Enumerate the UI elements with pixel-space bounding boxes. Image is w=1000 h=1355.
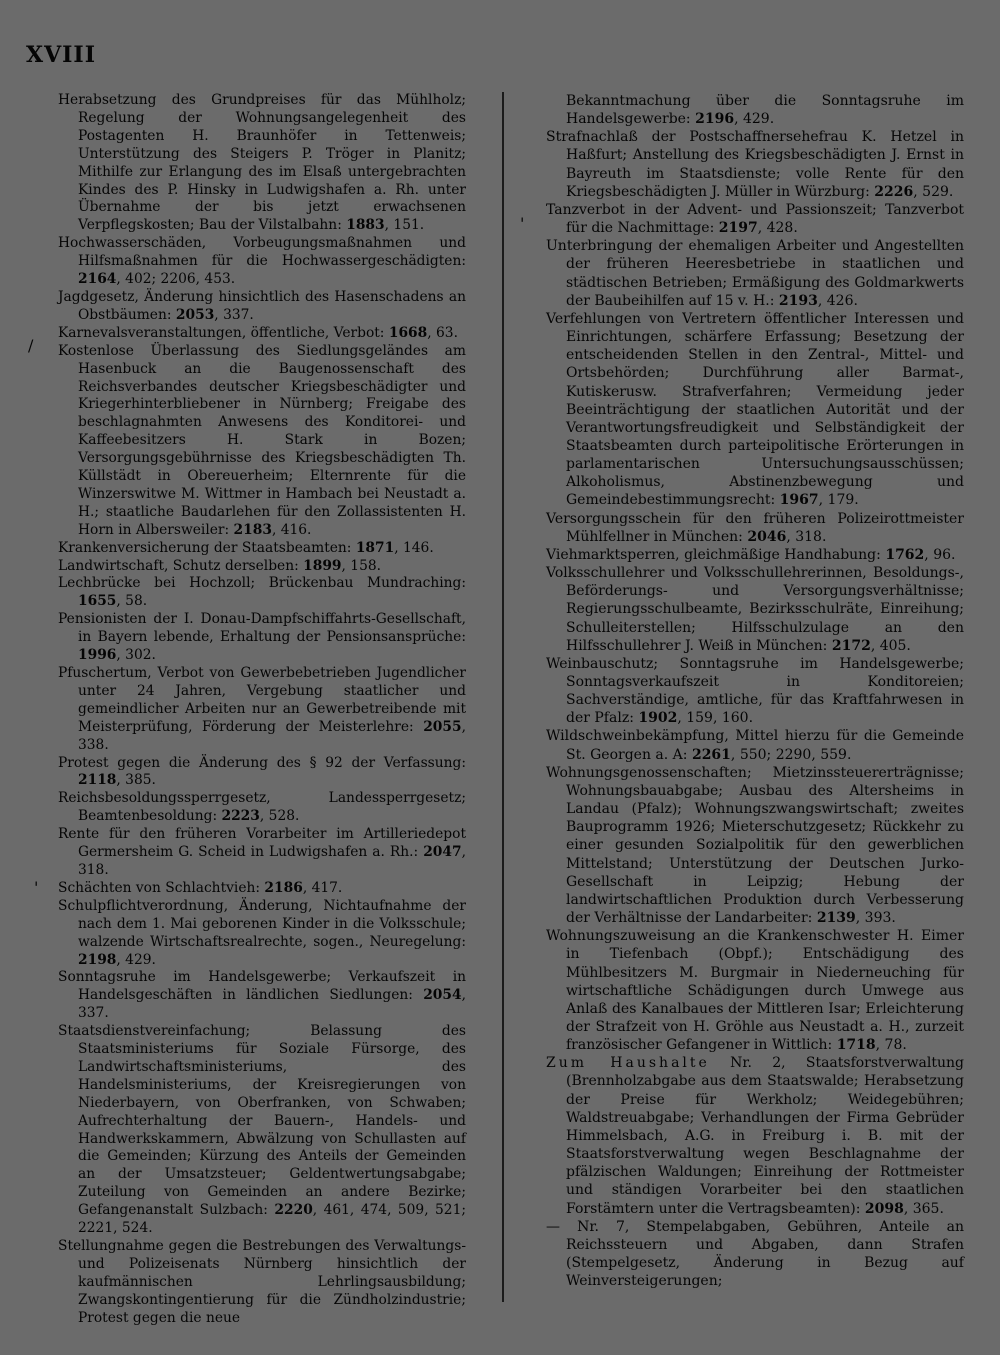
entry-page-suffix: , 461, 474, 509, 521; 2221, 524. [78, 1202, 466, 1237]
index-entry [546, 237, 964, 310]
entry-text: Landwirtschaft, Schutz derselben: [58, 557, 304, 574]
entry-page-ref: 2193 [778, 292, 818, 309]
entry-page-suffix: , 96. [924, 546, 956, 563]
entry-text: Wildschweinbekämpfung, Mittel hierzu für die Gemeinde St. Georgen a. A: [546, 728, 964, 763]
entry-page-suffix: , 405. [870, 637, 911, 654]
entry-page-ref: 2054 [423, 987, 462, 1004]
entry-text: Verfehlungen von Vertretern öffentlicher Interessen und Einrichtungen, schärfere Erfassung; Besetzung der entscheidenden Stellen in den Zentral-, Mittel- und Ortsbehörden; Durchführung aller Barmat-, Kutiskerusw. Strafverfahren; Vermeidung jeder Beeinträchtigung der staatlichen Autorität und der Verantwortungsfreudigkeit und Selbständigkeit der Staatsbeamten durch parteipolitische Erörterungen in parlamentarischen Untersuchungsausschüssen; Alkoholismus, Abstinenzbewegung und Gemeindebestimmungsrecht: [546, 310, 964, 509]
entry-page-ref: 2196 [695, 111, 735, 128]
index-entry [58, 969, 466, 1023]
entry-page-suffix: , 429. [734, 111, 775, 128]
entry-text: Stellungnahme gegen die Bestrebungen des Verwaltungs- und Polizeisenats Nürnberg hinsichtlich der kaufmännischen Lehrlingsausbildung; Zwangskontingentierung für die Zündholzindustrie; Protest gegen die neue [58, 1238, 466, 1326]
entry-text: Rente für den früheren Vorarbeiter im Artilleriedepot Germersheim G. Scheid in Ludwigshafen a. Rh.: [58, 826, 466, 861]
entry-text: Weinbauschutz; Sonntagsruhe im Handelsgewerbe; Sonntagsverkaufszeit in Konditoreien; Sachverständige, amtliche, für das Kraftfahrwesen in der Pfalz: [546, 655, 964, 727]
index-entry [58, 343, 466, 540]
entry-text: — Nr. 7, Stempelabgaben, Gebühren, Anteile an Reichssteuern und Abgaben, dann Strafen (Stempelgesetz, Änderung in Bezug auf Weinversteigerungen; [546, 1218, 964, 1290]
entry-text: Krankenversicherung der Staatsbeamten: [58, 539, 356, 556]
entry-page-suffix: , 550; 2290, 559. [730, 746, 852, 763]
entry-text: Schulpflichtverordnung, Änderung, Nichtaufnahme der nach dem 1. Mai geborenen Kinder in die Volksschule; walzende Wirtschaftsrealrechte, sogen., Neuregelung: [58, 897, 466, 950]
entry-text: Tanzverbot in der Advent- und Passionszeit; Tanzverbot für die Nachmittage: [546, 201, 964, 237]
entry-text: Protest gegen die Änderung des § 92 der Verfassung: [58, 754, 466, 771]
entry-page-suffix: , 528. [259, 808, 300, 825]
margin-mark: ' [520, 214, 525, 233]
entry-text: Bekanntmachung über die Sonntagsruhe im Handelsgewerbe: [566, 93, 964, 128]
entry-page-suffix: , 428. [757, 220, 798, 237]
entry-page-suffix: , 337. [214, 306, 254, 323]
index-entry [546, 564, 964, 655]
index-entry [58, 826, 466, 880]
entry-text: Strafnachlaß der Postschaffnersehefrau K. Hetzel in Haßfurt; Anstellung des Kriegsbeschädigten J. Ernst in Bayreuth im Staatsdienste; volle Rente für den Kriegsbeschädigten J. Müller in Würzburg: [546, 129, 964, 200]
entry-page-suffix: , 426. [817, 292, 858, 309]
entry-page-ref: 1996 [78, 647, 117, 664]
index-entry [546, 1054, 964, 1217]
index-entry [58, 325, 466, 343]
index-entry [58, 575, 466, 611]
index-entry [58, 880, 466, 898]
entry-text: Jagdgesetz, Änderung hinsichtlich des Hasenschadens an Obstbäumen: [58, 288, 466, 323]
index-entry [546, 92, 964, 128]
index-entry [546, 128, 964, 201]
entry-page-suffix: , 429. [116, 951, 156, 968]
entry-text: Staatsdienstvereinfachung; Belassung des Staatsministeriums für Soziale Fürsorge, des Landwirtschaftsministeriums, des Handelsministeriums, der Kreisregierungen von Niederbayern, von Oberfranken, von Schwaben; Aufrechterhaltung der Bauern-, Handels- und Handwerkskammern, Abwälzung von Schullasten auf die Gemeinden; Kürzung des Anteils der Gemeinden an der Umsatzsteuer; Geldentwertungsabgabe; Zuteilung von Gemeinden an andere Bezirke; Gefangenanstalt Sulzbach: [58, 1023, 466, 1219]
entry-page-suffix: , 402; 2206, 453. [116, 271, 236, 288]
entry-page-ref: 1883 [346, 217, 385, 234]
entry-page-ref: 1902 [638, 710, 678, 727]
entry-page-suffix: , 337. [78, 987, 466, 1022]
entry-page-suffix: , 338. [78, 718, 466, 753]
index-entry [58, 1238, 466, 1328]
entry-text: Kostenlose Überlassung des Siedlungsgeländes am Hasenbuck an die Baugenossenschaft des Reichsverbandes deutscher Kriegsbeschädigter und Kriegerhinterbliebener in Nürnberg; Freigabe des beschlagnahmten Anwesens des Konditorei- und Kaffeebesitzers H. Stark in Bozen; Versorgungsgebührnisse des Kriegsbeschädigten Th. Küllstädt in Obereuerheim; Elternrente für die Winzerswitwe M. Wittmer in Hambach bei Neustadt a. H.; staatliche Baudarlehen für den Zollassistenten H. Horn in Albersweiler: [58, 342, 466, 538]
entry-page-ref: 1871 [355, 539, 395, 556]
entry-page-ref: 2183 [233, 521, 272, 538]
index-entry [58, 898, 466, 970]
entry-page-ref: 1655 [78, 593, 117, 610]
entry-page-ref: 2226 [874, 183, 914, 200]
entry-page-suffix: , 417. [302, 879, 343, 896]
entry-page-suffix: , 365. [903, 1200, 944, 1217]
index-entry [58, 665, 466, 755]
entry-text: Versorgungsschein für den früheren Polizeirottmeister Mühlfellner in München: [546, 510, 964, 545]
entry-page-ref: 2223 [221, 808, 260, 825]
index-entry [58, 755, 466, 791]
index-entry [58, 790, 466, 826]
column-divider [502, 92, 504, 1302]
margin-mark: / [28, 336, 34, 355]
entry-text: Volksschullehrer und Volksschullehrerinnen, Besoldungs-, Beförderungs- und Versorgungsverhältnisse; Regierungsschulbeamte, Bezirksschulräte, Einreihung; Schulleiterstellen; Hilfsschulzulage an den Hilfsschullehrer J. Weiß in München: [546, 565, 964, 654]
page-number: XVIII [26, 42, 97, 68]
entry-page-suffix: , 179. [818, 492, 859, 509]
index-entry [546, 1218, 964, 1291]
entry-page-ref: 2172 [831, 637, 871, 654]
entry-text: Lechbrücke bei Hochzoll; Brückenbau Mundraching: [58, 575, 466, 592]
entry-text: Schächten von Schlachtvieh: [58, 879, 265, 896]
entry-page-ref: 2198 [78, 951, 117, 968]
entry-page-ref: 1899 [303, 557, 342, 574]
index-entry [58, 1023, 466, 1238]
entry-text: Unterbringung der ehemaligen Arbeiter und Angestellten der früheren Heeresbetriebe in staatlichen und städtischen Betrieben; Ermäßigung des Goldmarkwerts der Baubeihilfen auf 15 v. H.: [546, 238, 964, 309]
entry-page-suffix: , 58. [116, 593, 148, 610]
entry-text: Wohnungszuweisung an die Krankenschwester H. Eimer in Tiefenbach (Obpf.); Entschädigung des Mühlbesitzers M. Burgmair in Niederneuching für wirtschaftliche Schädigungen durch Umwege aus Anlaß des Kanalbaues der Mittleren Isar; Erleichterung der Strafzeit von H. Gröhle aus Neustadt a. H., zurzeit französischer Gefangener in Wittlich: [546, 928, 964, 1054]
entry-text: Reichsbesoldungssperrgesetz, Landessperrgesetz; Beamtenbesoldung: [58, 790, 466, 825]
entry-page-ref: 2046 [747, 528, 787, 545]
entry-page-suffix: , 393. [855, 910, 896, 927]
index-entry [546, 510, 964, 546]
entry-page-suffix: , 318. [78, 844, 466, 878]
index-entry [58, 235, 466, 289]
left-column [58, 92, 466, 1328]
right-column [546, 92, 964, 1290]
index-entry [58, 289, 466, 325]
index-entry [546, 201, 964, 237]
index-entry [58, 611, 466, 665]
entry-page-suffix: , 159, 160. [677, 710, 754, 727]
entry-text: Sonntagsruhe im Handelsgewerbe; Verkaufszeit in Handelsgeschäften in ländlichen Siedlungen: [58, 969, 466, 1004]
entry-page-ref: 1668 [388, 324, 428, 341]
entry-page-suffix: , 416. [271, 521, 312, 538]
index-entry [58, 540, 466, 558]
entry-text: Wohnungsgenossenschaften; Mietzinssteuererträgnisse; Wohnungsbauabgabe; Ausbau des Altersheims in Landau (Pfalz); Wohnungszwangswirtschaft; zweites Bauprogramm 1926; Mieterschutzgesetz; Rückkehr zu einer gesunden Sozialpolitik für den gewerblichen Mittelstand; Unterstützung der Deutschen Jurko-Gesellschaft in Leipzig; Hebung der landwirtschaftlichen Produktion durch Verbesserung der Verhältnisse der Landarbeiter: [546, 764, 964, 927]
index-entry [546, 727, 964, 763]
entry-page-ref: 2220 [274, 1202, 313, 1219]
margin-mark: ' [34, 878, 39, 897]
entry-text: Viehmarktsperren, gleichmäßige Handhabung: [546, 546, 886, 563]
entry-page-ref: 2047 [423, 844, 462, 861]
entry-page-ref: 2186 [264, 879, 303, 896]
index-entry [546, 927, 964, 1054]
entry-page-ref: 2118 [78, 772, 117, 789]
entry-page-ref: 2261 [691, 746, 731, 763]
entry-lead: Zum Haushalte [546, 1055, 710, 1072]
entry-page-ref: 1762 [885, 546, 925, 563]
entry-text: Herabsetzung des Grundpreises für das Mühlholz; Regelung der Wohnungsangelegenheit des Postagenten H. Braunhöfer in Tettenweis; Unterstützung des Steigers P. Tröger in Planitz; Mithilfe zur Erlangung des im Elsaß untergebrachten Kindes des P. Hinsky in Ludwigshafen a. Rh. unter Übernahme der bis jetzt erwachsenen Verpflegskosten; Bau der Vilstalbahn: [58, 92, 466, 234]
entry-text: Hochwasserschäden, Vorbeugungsmaßnahmen und Hilfsmaßnahmen für die Hochwassergeschädigten: [58, 235, 466, 270]
entry-page-suffix: , 146. [394, 539, 434, 556]
entry-page-ref: 2139 [816, 910, 856, 927]
entry-page-suffix: , 529. [913, 183, 954, 200]
entry-page-ref: 1967 [779, 492, 819, 509]
index-entry [546, 310, 964, 510]
entry-page-suffix: , 302. [116, 647, 156, 664]
entry-page-suffix: , 318. [786, 528, 827, 545]
entry-page-suffix: , 158. [341, 557, 382, 574]
entry-page-ref: 2053 [175, 306, 215, 323]
entry-page-ref: 2098 [864, 1200, 904, 1217]
entry-page-suffix: , 78. [875, 1037, 907, 1054]
entry-page-ref: 1718 [836, 1037, 876, 1054]
entry-page-ref: 2055 [423, 718, 462, 735]
index-entry [58, 558, 466, 576]
entry-page-ref: 2197 [718, 220, 758, 237]
entry-page-suffix: , 151. [384, 217, 425, 234]
index-entry [546, 764, 964, 927]
entry-text: Pensionisten der I. Donau-Dampfschiffahrts-Gesellschaft, in Bayern lebende, Erhaltung der Pensionsansprüche: [58, 611, 466, 646]
entry-page-suffix: , 63. [427, 324, 458, 341]
entry-text: Karnevalsveranstaltungen, öffentliche, Verbot: [58, 324, 389, 341]
entry-page-ref: 2164 [78, 271, 117, 288]
index-entry [58, 92, 466, 235]
entry-page-suffix: , 385. [116, 772, 156, 789]
entry-text: Pfuschertum, Verbot von Gewerbebetrieben Jugendlicher unter 24 Jahren, Vergebung staatlicher und gemeindlicher Arbeiten nur an Gewerbetreibende mit Meisterprüfung, Förderung der Meisterlehre: [58, 665, 466, 735]
entry-text: Nr. 2, Staatsforstverwaltung (Brennholzabgabe aus dem Staatswalde; Herabsetzung der Preise für Werkholz; Weidegebühren; Waldstreuabgabe; Verhandlungen der Firma Gebrüder Himmelsbach, A.G. in Freiburg i. B. mit der Staatsforstverwaltung wegen Beschlagnahme der pfälzischen Waldungen; Einreihung der Rottmeister und ständigen Vorarbeiter bei den staatlichen Forstämtern unter die Vertragsbeamten): [566, 1055, 964, 1217]
index-entry [546, 655, 964, 728]
index-entry [546, 546, 964, 564]
